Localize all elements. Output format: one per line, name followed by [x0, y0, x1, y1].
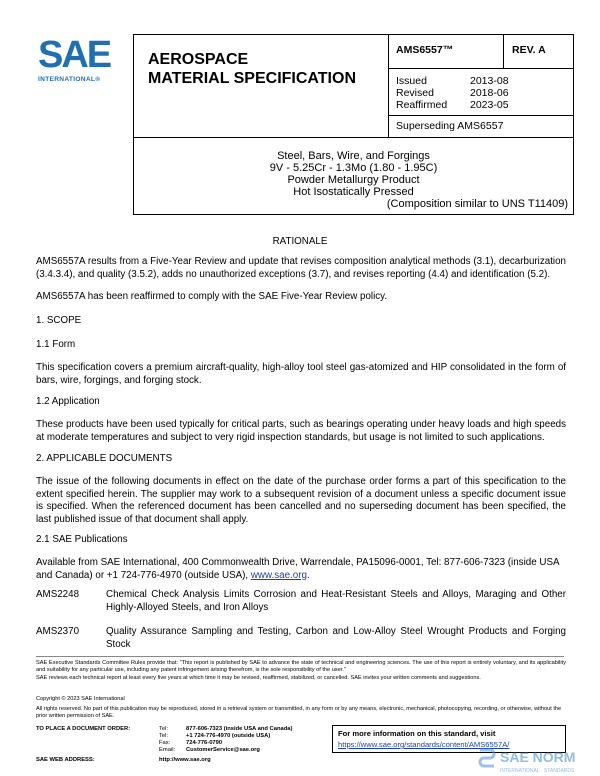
superseding-note: Superseding AMS6557 [396, 120, 504, 132]
rationale-heading: RATIONALE [272, 236, 328, 247]
spec-type-line1: AEROSPACE [148, 51, 249, 68]
fax-value: 724-776-0790 [186, 740, 223, 746]
rationale-paragraph-1: AMS6557A results from a Five-Year Review and update that revises composition analytical methods (3.1), decarburization (3.4.3.4), and quality (3.5.2), adds no unauthorized exceptions (3.7), and revises reporting (4.4) and identification (5.2). [36, 256, 566, 280]
header-rule-top [388, 68, 574, 69]
revised-date: 2018-06 [470, 87, 509, 99]
sae-logo [38, 36, 120, 83]
title-line-3: Powder Metallurgy Product [287, 174, 420, 186]
spec-type-title [148, 50, 356, 88]
section-2-heading: 2. APPLICABLE DOCUMENTS [36, 453, 173, 464]
section-2-1-text [36, 557, 566, 582]
contact-labels [159, 726, 175, 754]
issued-date: 2013-08 [470, 75, 509, 87]
section-2-1-period: . [306, 569, 310, 581]
tel2-label: Tel: [159, 733, 169, 739]
revision-label: REV. A [512, 44, 546, 56]
footer-rule [36, 656, 564, 657]
contact-values [186, 726, 292, 754]
ref-code-2: AMS2370 [36, 626, 80, 637]
info-box-link[interactable]: https://www.sae.org/standards/content/AMS6557A/ [338, 740, 510, 749]
title-line-4: Hot Isostatically Pressed [293, 186, 414, 198]
title-line-5: (Composition similar to UNS T11409) [386, 198, 568, 210]
title-line-1: Steel, Bars, Wire, and Forgings [277, 150, 430, 162]
spec-type-line2: MATERIAL SPECIFICATION [148, 70, 356, 87]
ref-text-2: Quality Assurance Sampling and Testing, Carbon and Low-Alloy Steel Wrought Products and Forging Stock [106, 626, 566, 650]
email-value[interactable]: CustomerService@sae.org [186, 747, 260, 753]
footer-review-text: SAE reviews each technical report at least every five years at which time it may be revised, reaffirmed, stabilized, or cancelled. SAE invites your written comments and suggestions. [36, 675, 481, 681]
header-divider-rev [503, 34, 504, 68]
logo-brand: SAE [38, 34, 111, 76]
rationale-paragraph-2: AMS6557A has been reaffirmed to comply with the SAE Five-Year Review policy. [36, 291, 388, 302]
section-1-1-text: This specification covers a premium aircraft-quality, high-alloy tool steel gas-atomized and HIP consolidated in the form of bars, wire, forgings, and forging stock. [36, 362, 566, 386]
ref-text-1: Chemical Check Analysis Limits Corrosion and Heat-Resistant Steels and Alloys, Maraging and Other Highly-Alloyed Steels, and Iron Alloys [106, 589, 566, 613]
revised-label: Revised [396, 87, 434, 99]
reaffirmed-label: Reaffirmed [396, 99, 448, 111]
section-2-text: The issue of the following documents in effect on the date of the purchase order forms a part of this specification to the extent specified herein. The supplier may work to a subsequent revision of a document unless a specific document issue is specified. When the referenced document has been cancelled and no superseding document has been specified, the last published issue of that document shall apply. [36, 476, 566, 525]
tel-value: 877-606-7323 (inside USA and Canada) [186, 726, 293, 732]
sae-norm-watermark [470, 742, 600, 776]
doc-dates [396, 75, 509, 111]
footer-rules-text: SAE Executive Standards Committee Rules provide that: “This report is published by SAE to advance the state of technical and engineering sciences. The use of this report is entirely voluntary, and its applicability and suitability for any particular use, including any patent infringement arising therefrom, is the sole responsibility of the user.” [36, 660, 566, 673]
section-1-1-heading: 1.1 Form [36, 339, 76, 350]
section-2-1-body: Available from SAE International, 400 Commonwealth Drive, Warrendale, PA15096-0001, Tel: 877-606-7323 (inside USA and Canada) or +1 724-776-4970 (outside USA), [36, 557, 559, 581]
watermark-text: SAE NORM [500, 749, 576, 765]
watermark-subtext: INTERNATIONAL · STANDARDS [500, 768, 575, 774]
header-rule-bottom [388, 115, 574, 116]
header-divider [388, 34, 389, 138]
web-label: SAE WEB ADDRESS: [36, 757, 95, 763]
fax-label: Fax: [159, 740, 171, 746]
order-label: TO PLACE A DOCUMENT ORDER: [36, 726, 131, 732]
section-1-heading: 1. SCOPE [36, 315, 82, 326]
title-line-2: 9V - 5.25Cr - 1.3Mo (1.80 - 1.95C) [269, 162, 438, 174]
ref-code-1: AMS2248 [36, 589, 80, 600]
section-2-1-heading: 2.1 SAE Publications [36, 534, 128, 545]
sae-website-link[interactable]: www.sae.org [250, 569, 307, 581]
footer-copyright: Copyright © 2023 SAE International [36, 696, 125, 702]
watermark-mark-icon [480, 750, 494, 766]
tel2-value: +1 724-776-4970 (outside USA) [186, 733, 271, 739]
doc-number: AMS6557™ [396, 44, 454, 56]
email-label: Email: [159, 747, 176, 753]
section-1-2-heading: 1.2 Application [36, 396, 100, 407]
logo-subtitle: INTERNATIONAL® [38, 76, 101, 83]
web-value[interactable]: http://www.sae.org [159, 757, 211, 763]
issued-label: Issued [396, 75, 427, 87]
footer-rights-text: All rights reserved. No part of this publication may be reproduced, stored in a retrieval system or transmitted, in any form or by any means, electronic, mechanical, photocopying, recording, or otherwise, without the prior written permission of SAE. [36, 706, 562, 719]
section-1-2-text: These products have been used typically for critical parts, such as bearings operating under heavy loads and high speeds at moderate temperatures and subject to very rigid inspection standards, but usage is not limited to such applications. [36, 419, 566, 443]
reaffirmed-date: 2023-05 [470, 99, 509, 111]
info-box-title: For more information on this standard, visit [338, 729, 496, 738]
tel-label: Tel: [159, 726, 169, 732]
